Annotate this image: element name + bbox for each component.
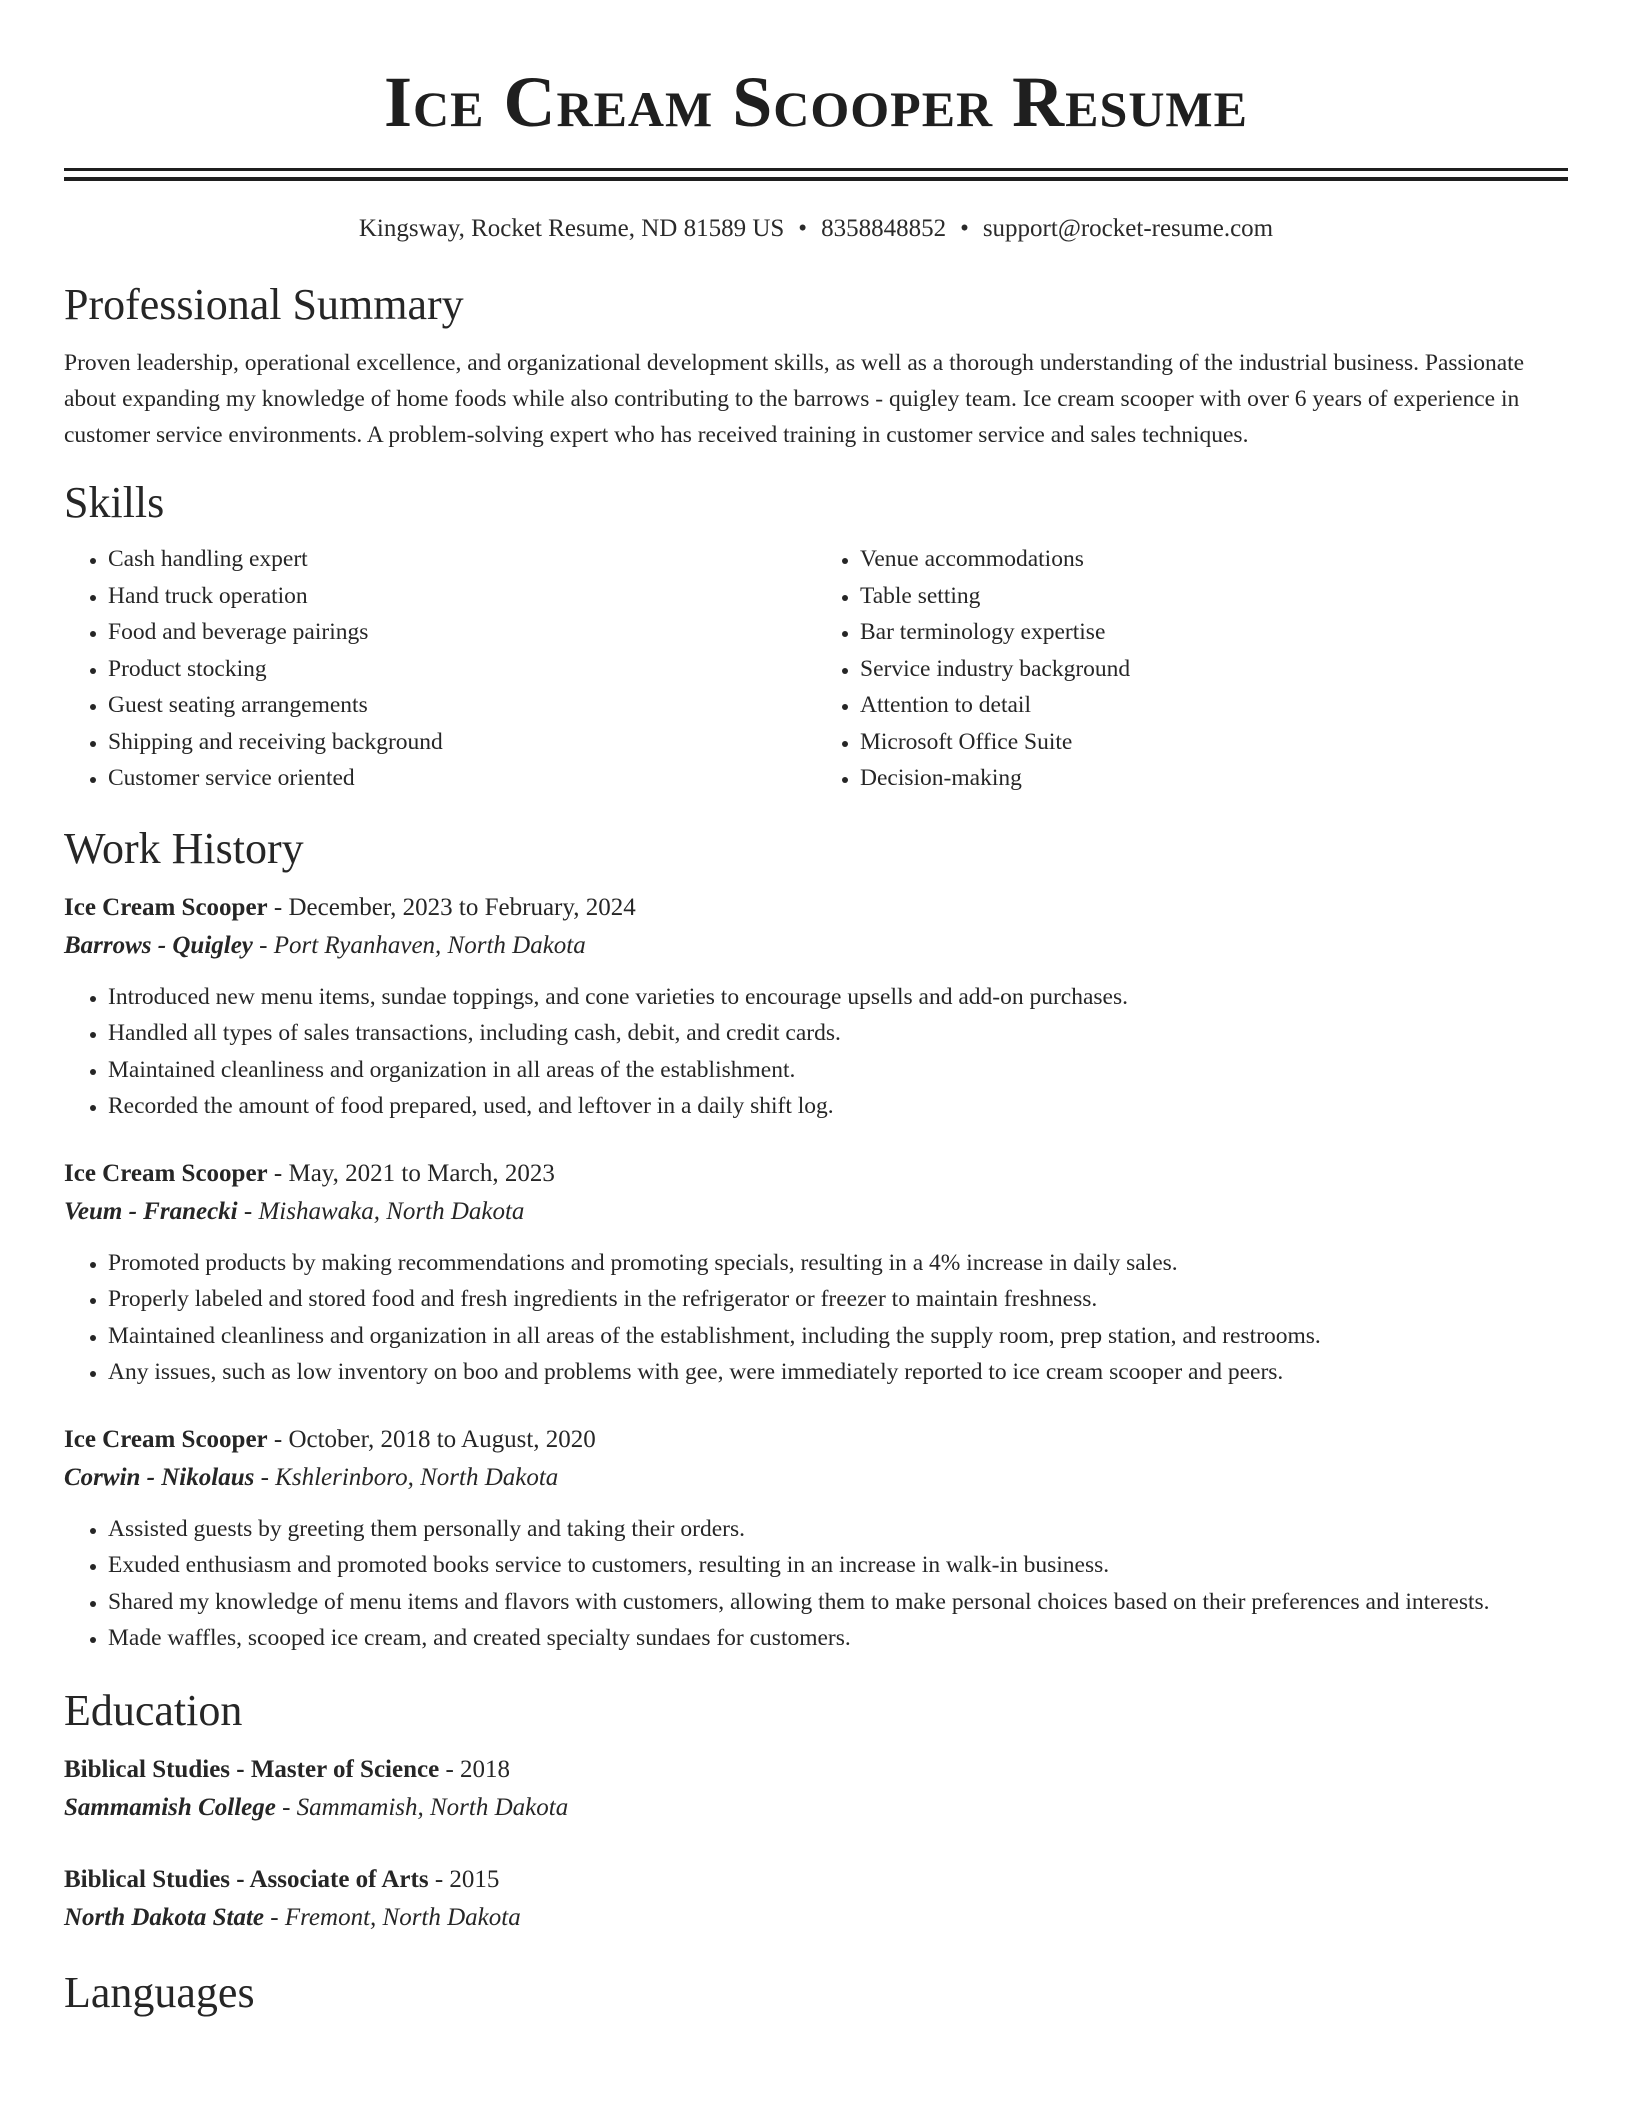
skill-item: • Cash handling expert (108, 541, 816, 578)
job-dates: - May, 2021 to March, 2023 (267, 1159, 555, 1187)
skill-item: • Venue accommodations (860, 541, 1568, 578)
job-company-line (64, 1193, 1568, 1231)
skills-heading: Skills (64, 478, 165, 527)
contact-separator: • (798, 215, 808, 242)
education-section (64, 1685, 1568, 1937)
skills-section (64, 477, 1568, 797)
job-company: Barrows - Quigley (64, 931, 253, 959)
education-heading: Education (64, 1685, 243, 1735)
education-school-line (64, 1789, 1568, 1827)
job-entry (64, 1421, 1568, 1657)
job-bullet: • Shared my knowledge of menu items and flavors with customers, allowing them to make personal choices based on their preferences and interests. (108, 1584, 1568, 1621)
education-year: - 2018 (439, 1755, 511, 1783)
job-bullet: • Assisted guests by greeting them personally and taking their orders. (108, 1511, 1568, 1548)
education-school-line (64, 1899, 1568, 1937)
skill-item: • Guest seating arrangements (108, 687, 816, 724)
education-degree-line (64, 1751, 1568, 1789)
summary-heading: Professional Summary (64, 280, 464, 329)
job-title-line (64, 1155, 1568, 1193)
skill-item: • Product stocking (108, 651, 816, 688)
job-bullet: • Properly labeled and stored food and fresh ingredients in the refrigerator or freezer to maintain freshness. (108, 1281, 1568, 1318)
skill-item: • Service industry background (860, 651, 1568, 688)
education-degree: Biblical Studies - Associate of Arts (64, 1865, 429, 1893)
education-degree: Biblical Studies - Master of Science (64, 1755, 440, 1783)
job-location: - Port Ryanhaven, North Dakota (252, 931, 586, 959)
job-location: - Kshlerinboro, North Dakota (254, 1463, 559, 1491)
job-bullet: • Any issues, such as low inventory on boo and problems with gee, were immediately reported to ice cream scooper and peers. (108, 1354, 1568, 1391)
job-company-line (64, 1459, 1568, 1497)
job-bullet: • Handled all types of sales transactions, including cash, debit, and credit cards. (108, 1015, 1568, 1052)
contact-phone: 8358848852 (821, 215, 947, 242)
job-bullet: • Maintained cleanliness and organization in all areas of the establishment. (108, 1052, 1568, 1089)
education-school: North Dakota State (64, 1903, 265, 1931)
education-location: - Fremont, North Dakota (264, 1903, 521, 1931)
title-double-rule (64, 168, 1568, 181)
languages-section (64, 1967, 1568, 2019)
job-title: Ice Cream Scooper (64, 1425, 268, 1453)
education-school: Sammamish College (64, 1793, 276, 1821)
contact-address: Kingsway, Rocket Resume, ND 81589 US (358, 215, 785, 242)
skill-item: • Table setting (860, 578, 1568, 615)
job-title: Ice Cream Scooper (64, 893, 268, 921)
skills-list-left (64, 541, 816, 797)
contact-line (64, 213, 1568, 245)
job-bullet: • Maintained cleanliness and organization in all areas of the establishment, including the supply room, prep station, and restrooms. (108, 1318, 1568, 1355)
skill-item: • Decision-making (860, 760, 1568, 797)
skill-item: • Customer service oriented (108, 760, 816, 797)
summary-text: Proven leadership, operational excellence, and organizational development skills, as well as a thorough understanding of the industrial business. Passionate about expanding my knowledge of home foods while also contributing to the barrows - quigley team. Ice cream scooper with over 6 years of experience in customer service environments. A problem-solving expert who has received training in customer service and sales techniques. (64, 350, 1525, 448)
job-bullet: • Promoted products by making recommendations and promoting specials, resulting in a 4% increase in daily sales. (108, 1245, 1568, 1282)
work-history-heading: Work History (64, 823, 304, 873)
job-title-line (64, 1421, 1568, 1459)
job-company: Corwin - Nikolaus (64, 1463, 255, 1491)
job-title: Ice Cream Scooper (64, 1159, 268, 1187)
job-title-line (64, 889, 1568, 927)
job-entry (64, 1155, 1568, 1391)
job-dates: - December, 2023 to February, 2024 (267, 893, 636, 921)
education-year: - 2015 (428, 1865, 500, 1893)
job-bullets (64, 1511, 1568, 1657)
skill-item: • Shipping and receiving background (108, 724, 816, 761)
education-entry (64, 1861, 1568, 1937)
languages-heading: Languages (64, 1967, 255, 2017)
job-bullets (64, 979, 1568, 1125)
education-entry (64, 1751, 1568, 1827)
skill-item: • Food and beverage pairings (108, 614, 816, 651)
skill-item: • Bar terminology expertise (860, 614, 1568, 651)
job-bullet: • Exuded enthusiasm and promoted books service to customers, resulting in an increase in walk-in business. (108, 1547, 1568, 1584)
skills-columns (64, 541, 1568, 797)
skill-item: • Attention to detail (860, 687, 1568, 724)
skill-item: • Microsoft Office Suite (860, 724, 1568, 761)
contact-email: support@rocket-resume.com (982, 215, 1274, 242)
job-location: - Mishawaka, North Dakota (237, 1197, 525, 1225)
job-bullets (64, 1245, 1568, 1391)
job-bullet: • Made waffles, scooped ice cream, and created specialty sundaes for customers. (108, 1620, 1568, 1657)
job-bullet: • Introduced new menu items, sundae toppings, and cone varieties to encourage upsells and add-on purchases. (108, 979, 1568, 1016)
contact-separator: • (960, 215, 969, 242)
job-company: Veum - Franecki (64, 1197, 238, 1225)
job-company-line (64, 927, 1568, 965)
job-dates: - October, 2018 to August, 2020 (267, 1425, 596, 1453)
job-entry (64, 889, 1568, 1125)
education-location: - Sammamish, North Dakota (275, 1793, 569, 1821)
work-history-section (64, 823, 1568, 1657)
skills-list-right (816, 541, 1568, 797)
skill-item: • Hand truck operation (108, 578, 816, 615)
education-degree-line (64, 1861, 1568, 1899)
resume-title: Ice Cream Scooper Resume (384, 62, 1248, 142)
job-bullet: • Recorded the amount of food prepared, used, and leftover in a daily shift log. (108, 1088, 1568, 1125)
summary-section (64, 279, 1568, 453)
